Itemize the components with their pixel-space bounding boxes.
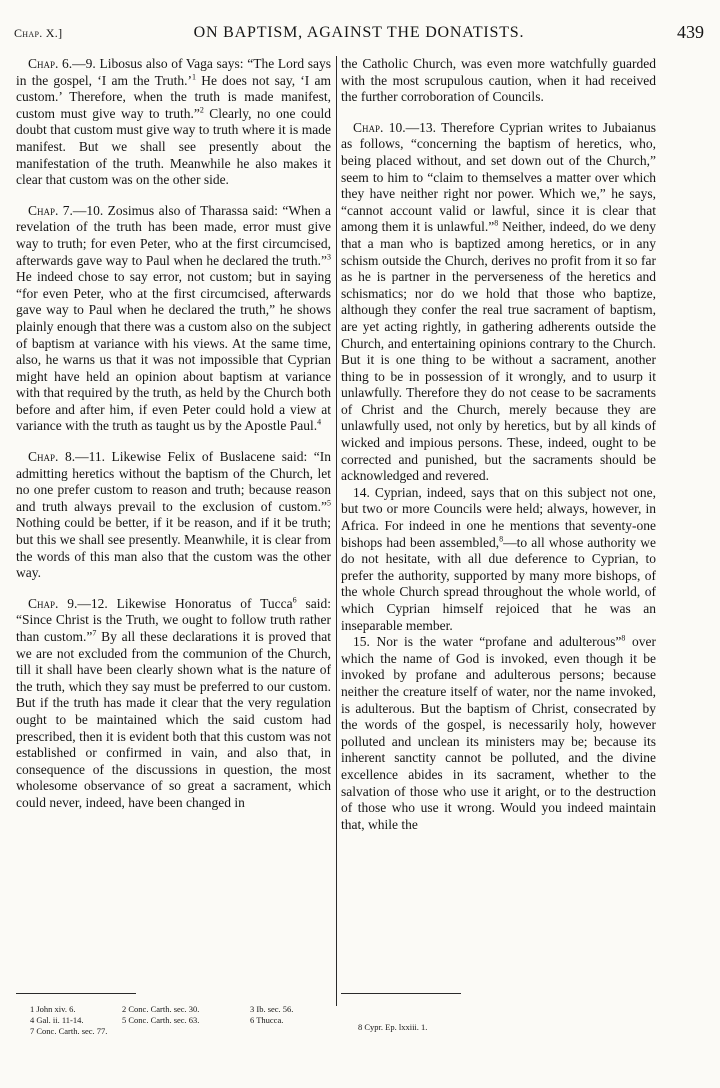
paragraph-chap-7 [16, 203, 331, 435]
running-head [14, 20, 704, 48]
paragraph-text: —10. Zosimus also of Tharassa said: “When a revelation of the truth has been made, error must give way to truth; for even Peter, who at the first circumcised, afterwards gave way to Paul when he declared the truth.” [16, 202, 331, 268]
paragraph-chap-10 [341, 120, 656, 485]
footnote-row [30, 1015, 330, 1026]
footnote-row [30, 1004, 330, 1015]
paragraph-text: —12. Likewise Honoratus of Tucca [77, 595, 293, 611]
footnotes-left [30, 1004, 330, 1037]
footnote-rule [16, 993, 136, 994]
left-column [16, 56, 331, 812]
paragraph-text: over which the name of God is invoked, even though it be invoked by profane and adulterous persons; because neither the creature itself of water, nor the name invoked, is adulterous. But the baptism of Christ, consecrated by the words of the gospel, is necessarily holy, however polluted and unclean its ministers may be; because its inherent sanctity cannot be polluted, and the divine excellence abides in its sacrament, whether to the salvation of those who use it aright, or to the destruction of those who use it wrong. Would you indeed maintain that, while the [341, 634, 656, 832]
footnote-ref: 8 [494, 218, 499, 228]
footnote-ref: 2 [199, 105, 204, 115]
paragraph-text: —13. Therefore Cyprian writes to Jubaianus as follows, “concerning the baptism of heretics, who, being placed without, and set down out of the Church,” seem to him to “claim to themselves a matter over which they have neither right nor power. Which we,” he says, “cannot account valid or lawful, since it is clear that among them it is unlawful.” [341, 119, 656, 235]
chapter-label: Chap. 6. [28, 56, 73, 71]
paragraph-text: By all these declarations it is proved that we are not excluded from the communion of the Church, till it shall have been clearly shown what is the nature of the truth, which they say must be preferred to our custom. But if the truth has made it clear that the very regulation ought to be maintained which the said custom had prescribed, then it is evident both that this custom was not established or confirmed in vain, and also that, in consequence of the discussions in question, the most wholesome observance of so great a sacrament, which could never, indeed, have been changed in [16, 629, 331, 810]
right-column [341, 56, 656, 833]
footnote: 7 Conc. Carth. sec. 77. [30, 1026, 108, 1036]
paragraph-text: —9. Libosus also of Vaga says: “The Lord says in the gospel, ‘I am the Truth.’ [16, 56, 331, 88]
footnote: 1 John xiv. 6. [30, 1004, 76, 1014]
footnote-rule [341, 993, 461, 994]
footnote-ref: 3 [327, 252, 331, 262]
chapter-label: Chap. 7. [28, 202, 73, 218]
paragraph-15 [341, 634, 656, 833]
paragraph-text: He does not say, ‘I am custom.’ Therefore, when the truth is made manifest, custom must give way to truth.” [16, 72, 331, 121]
chapter-label: Chap. 10. [353, 119, 406, 135]
paragraph-text: —to all whose authority we do not hesitate, with all due deference to Cyprian, to prefer the authority, supported by many more bishops, of the whole Church spread throughout the whole world, of which Cyprian himself rejoiced that he was an inseparable member. [341, 534, 656, 633]
footnote-ref: 4 [317, 417, 322, 427]
chapter-label: Chap. 8. [28, 449, 76, 465]
footnote-ref: 5 [327, 498, 331, 508]
paragraph-chap-9 [16, 596, 331, 812]
footnote: 2 Conc. Carth. sec. 30. [122, 1004, 200, 1014]
footnote: 3 Ib. sec. 56. [250, 1004, 294, 1014]
chapter-label: Chap. 9. [28, 595, 78, 611]
paragraph-text: 14. Cyprian, indeed, says that on this subject not one, but two or more Councils were held; always, however, in Africa. For indeed in one he mentions that seventy-one bishops had been assembled, [341, 484, 656, 550]
page-number: 439 [677, 22, 704, 42]
paragraph-text: Clearly, no one could doubt that custom must give way to truth where it is made manifest. But we shall see presently about the manifestation of the truth. Meanwhile he also makes it clear that custom was on the other side. [16, 105, 331, 188]
paragraph-chap-8 [16, 449, 331, 582]
paragraph-text: Neither, indeed, do we deny that a man who is baptized among heretics, or in any schism outside the Church, derives no profit from it so far as he is partner in the perverseness of the heretics and schismatics; nor do we hold that those who baptize, although they confer the real true sacrament of baptism, are yet acting rightly, in gathering adherents outside the Church, and entertaining opinions contrary to the Church. But it is one thing to be without a sacrament, another thing to be in possession of it wrongly, and to usurp it unlawfully. Therefore they do not cease to be sacraments of Christ and the Church, merely because they are unlawfully used, not only by heretics, but by all kinds of wicked and impious persons. These, indeed, ought to be corrected and punished, but the sacraments should be acknowledged and revered. [341, 219, 656, 484]
footnote-ref: 8 [499, 534, 504, 544]
footnote-ref: 1 [192, 72, 197, 82]
paragraph-continuation: the Catholic Church, was even more watchfully guarded with the most scrupulous caution, when it had received the further corroboration of Councils. [341, 56, 656, 105]
column-divider [336, 56, 337, 1006]
page-title: ON BAPTISM, AGAINST THE DONATISTS. [193, 24, 525, 41]
paragraph-text: 15. Nor is the water “profane and adulterous” [353, 634, 622, 650]
footnote-ref: 7 [92, 628, 97, 638]
paragraph-text: Nothing could be better, if it be reason, and if it be truth; but this we shall see presently. Meanwhile, it is clear from the words of this man also that the custom was the other way. [16, 515, 331, 581]
footnote: 4 Gal. ii. 11-14. [30, 1015, 84, 1025]
footnote-ref: 8 [621, 633, 626, 643]
paragraph-text: —11. Likewise Felix of Buslacene said: “In admitting heretics without the baptism of the Church, let no one prefer custom to reason and truth; because reason and truth always prevail to the exclusion of custom.” [16, 449, 331, 514]
footnote-row [30, 1026, 330, 1037]
footnote: 5 Conc. Carth. sec. 63. [122, 1015, 200, 1025]
paragraph-chap-6 [16, 56, 331, 189]
paragraph-text: He indeed chose to say error, not custom; but in saying “for even Peter, who at the first circumcised, afterwards gave way to Paul when he declared the truth,” he shows plainly enough that there was a custom also on the subject of baptism at variance with his views. At the same time, also, he warns us that it was not impossible that Cyprian might have held an opinion about baptism at variance with that required by the truth, as held by the Church both before and after him, if even Peter could hold a view at variance with the truth as taught us by the Apostle Paul. [16, 269, 331, 434]
chapter-marker: Chap. X.] [14, 26, 63, 40]
paragraph-14 [341, 485, 656, 634]
footnote-ref: 6 [292, 595, 297, 605]
footnote-right: 8 Cypr. Ep. lxxiii. 1. [358, 1022, 428, 1032]
paragraph-text: said: “Since Christ is the Truth, we ought to follow truth rather than custom.” [16, 595, 331, 644]
footnote: 6 Thucca. [250, 1015, 284, 1025]
